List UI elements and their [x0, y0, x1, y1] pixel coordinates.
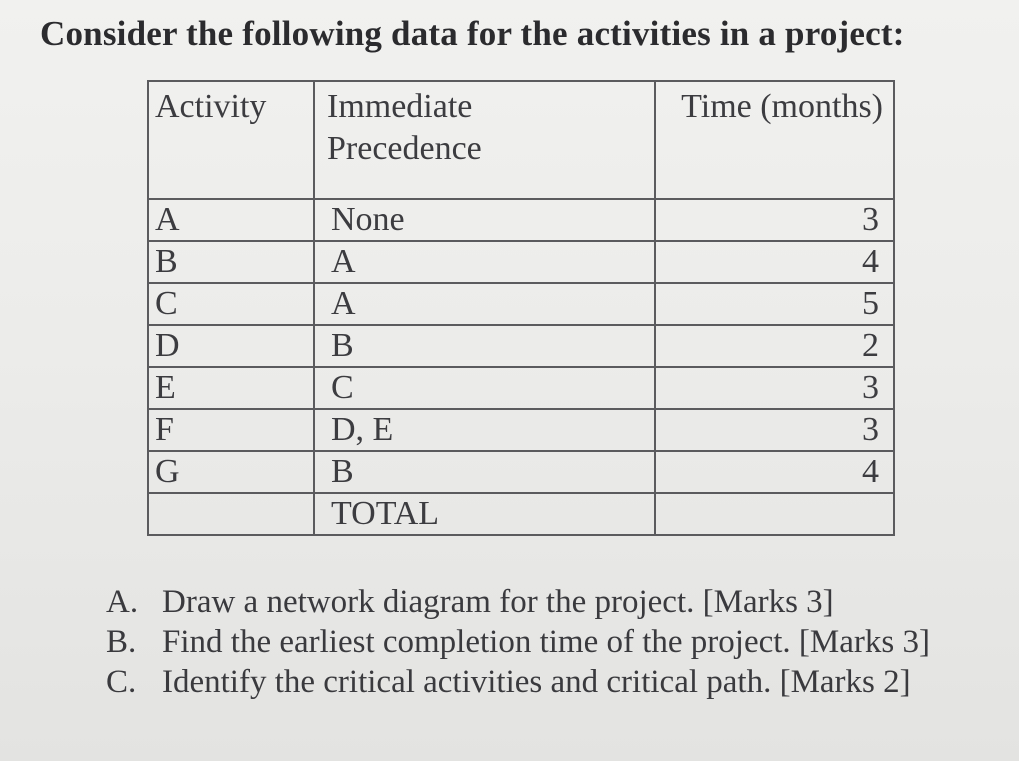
precedence-cell: B — [314, 451, 655, 493]
activity-cell: D — [148, 325, 314, 367]
total-activity-cell — [148, 493, 314, 535]
precedence-cell: C — [314, 367, 655, 409]
activity-cell: A — [148, 199, 314, 241]
page-heading: Consider the following data for the activities in a project: — [40, 14, 905, 53]
table-header-row — [148, 81, 894, 199]
table-row — [148, 241, 894, 283]
total-row — [148, 493, 894, 535]
table-row — [148, 325, 894, 367]
total-time-cell — [655, 493, 894, 535]
question-text: Draw a network diagram for the project. [Marks 3] — [162, 584, 834, 620]
activity-cell: E — [148, 367, 314, 409]
precedence-cell: None — [314, 199, 655, 241]
question-item — [106, 582, 930, 622]
activity-table — [147, 80, 895, 536]
header-precedence-line1: Immediate — [327, 88, 473, 125]
activity-cell: G — [148, 451, 314, 493]
question-item — [106, 662, 930, 702]
precedence-cell: A — [314, 241, 655, 283]
header-activity-label: Activity — [155, 88, 267, 125]
time-cell: 5 — [655, 283, 894, 325]
table-row — [148, 367, 894, 409]
table-row — [148, 199, 894, 241]
time-cell: 3 — [655, 367, 894, 409]
header-time-label: Time (months) — [681, 88, 883, 125]
time-cell: 3 — [655, 199, 894, 241]
table-row — [148, 451, 894, 493]
time-cell: 2 — [655, 325, 894, 367]
time-cell: 4 — [655, 241, 894, 283]
precedence-cell: A — [314, 283, 655, 325]
precedence-cell: B — [314, 325, 655, 367]
activity-cell: F — [148, 409, 314, 451]
header-precedence-line2: Precedence — [327, 130, 482, 167]
activity-cell: C — [148, 283, 314, 325]
question-item — [106, 622, 930, 662]
table-row — [148, 283, 894, 325]
time-cell: 4 — [655, 451, 894, 493]
precedence-cell: D, E — [314, 409, 655, 451]
question-letter: A. — [106, 584, 139, 620]
header-time — [655, 81, 894, 199]
time-cell: 3 — [655, 409, 894, 451]
header-activity — [148, 81, 314, 199]
question-letter: B. — [106, 624, 137, 660]
table-row — [148, 409, 894, 451]
question-text: Find the earliest completion time of the project. [Marks 3] — [162, 624, 930, 660]
question-text: Identify the critical activities and critical path. [Marks 2] — [162, 664, 911, 700]
activity-cell: B — [148, 241, 314, 283]
header-precedence — [314, 81, 655, 199]
question-letter: C. — [106, 664, 137, 700]
question-list — [106, 582, 930, 702]
total-label: TOTAL — [314, 493, 655, 535]
